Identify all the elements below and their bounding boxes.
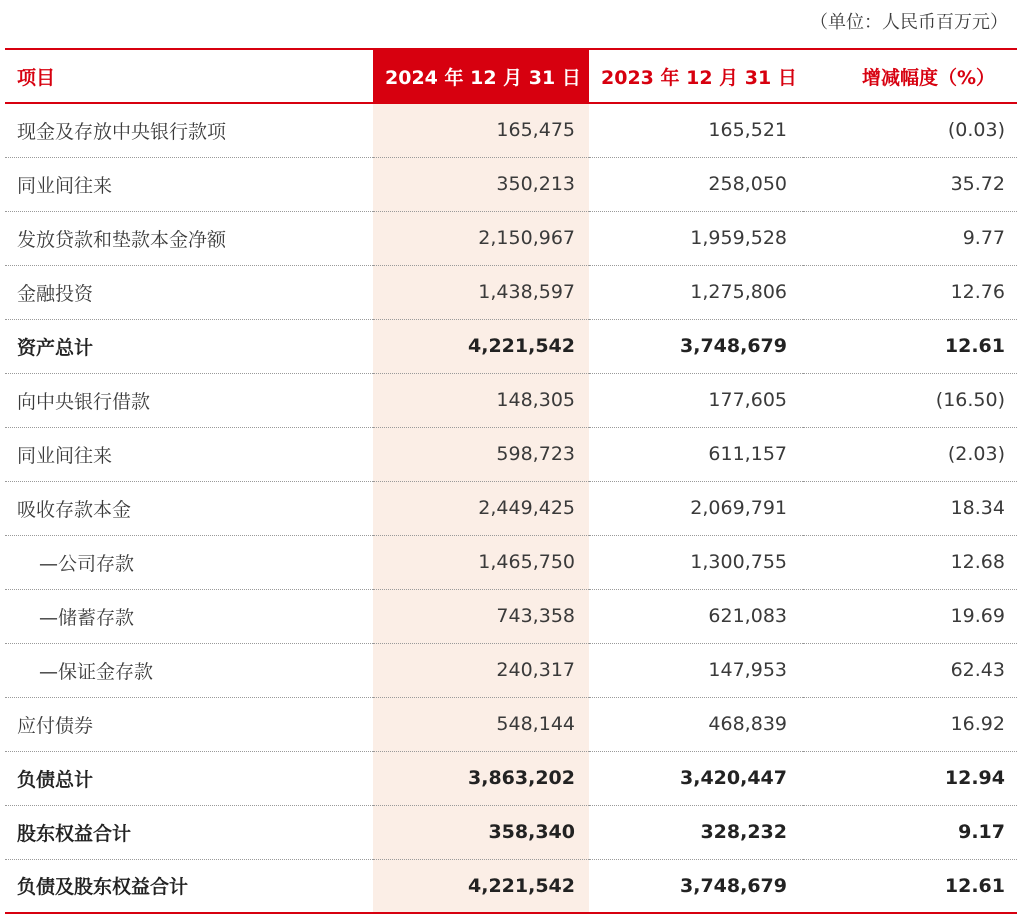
header-2024: 2024 年 12 月 31 日 xyxy=(373,49,589,103)
header-item: 项目 xyxy=(5,49,373,103)
header-change: 增减幅度（%） xyxy=(803,49,1017,103)
row-change: 62.43 xyxy=(803,643,1017,697)
row-value-2024: 2,449,425 xyxy=(373,481,589,535)
table-row-total-assets xyxy=(5,319,1017,373)
table-row-bonds-payable xyxy=(5,697,1017,751)
table-row-margin-deposits xyxy=(5,643,1017,697)
row-change: 9.17 xyxy=(803,805,1017,859)
row-item: 同业间往来 xyxy=(5,157,373,211)
row-value-2023: 258,050 xyxy=(589,157,803,211)
row-change: 16.92 xyxy=(803,697,1017,751)
row-value-2024: 548,144 xyxy=(373,697,589,751)
row-change: 9.77 xyxy=(803,211,1017,265)
table-row-central-bank-borrowing xyxy=(5,373,1017,427)
table-header-row xyxy=(5,49,1017,103)
row-item: 发放贷款和垫款本金净额 xyxy=(5,211,373,265)
table-row-total-liabilities xyxy=(5,751,1017,805)
row-value-2024: 1,438,597 xyxy=(373,265,589,319)
table-row-cash xyxy=(5,103,1017,157)
row-value-2024: 2,150,967 xyxy=(373,211,589,265)
row-value-2024: 148,305 xyxy=(373,373,589,427)
balance-sheet-table xyxy=(5,48,1017,914)
row-change: 12.61 xyxy=(803,859,1017,913)
row-item: 应付债券 xyxy=(5,697,373,751)
row-value-2023: 165,521 xyxy=(589,103,803,157)
row-value-2023: 621,083 xyxy=(589,589,803,643)
row-value-2023: 2,069,791 xyxy=(589,481,803,535)
row-value-2024: 165,475 xyxy=(373,103,589,157)
table-row-interbank-assets xyxy=(5,157,1017,211)
row-value-2023: 3,748,679 xyxy=(589,859,803,913)
row-item: 金融投资 xyxy=(5,265,373,319)
row-change: 12.76 xyxy=(803,265,1017,319)
table-row-total-liabilities-equity xyxy=(5,859,1017,913)
row-value-2024: 4,221,542 xyxy=(373,859,589,913)
row-value-2024: 598,723 xyxy=(373,427,589,481)
row-value-2024: 240,317 xyxy=(373,643,589,697)
row-value-2023: 1,300,755 xyxy=(589,535,803,589)
header-2023: 2023 年 12 月 31 日 xyxy=(589,49,803,103)
row-item: —储蓄存款 xyxy=(5,589,373,643)
row-item: 负债及股东权益合计 xyxy=(5,859,373,913)
row-value-2023: 328,232 xyxy=(589,805,803,859)
row-value-2023: 147,953 xyxy=(589,643,803,697)
row-value-2023: 468,839 xyxy=(589,697,803,751)
row-change: (16.50) xyxy=(803,373,1017,427)
row-change: 35.72 xyxy=(803,157,1017,211)
unit-note: （单位：人民币百万元） xyxy=(810,12,1008,33)
row-value-2024: 743,358 xyxy=(373,589,589,643)
row-value-2023: 3,420,447 xyxy=(589,751,803,805)
row-value-2023: 3,748,679 xyxy=(589,319,803,373)
row-change: (2.03) xyxy=(803,427,1017,481)
row-change: 12.61 xyxy=(803,319,1017,373)
row-value-2024: 350,213 xyxy=(373,157,589,211)
table-row-corporate-deposits xyxy=(5,535,1017,589)
row-item: —公司存款 xyxy=(5,535,373,589)
table-row-investments xyxy=(5,265,1017,319)
row-item: 现金及存放中央银行款项 xyxy=(5,103,373,157)
row-item: 资产总计 xyxy=(5,319,373,373)
row-item: 负债总计 xyxy=(5,751,373,805)
table-row-interbank-liabilities xyxy=(5,427,1017,481)
row-change: 12.68 xyxy=(803,535,1017,589)
row-change: 18.34 xyxy=(803,481,1017,535)
row-item: 同业间往来 xyxy=(5,427,373,481)
table-row-savings-deposits xyxy=(5,589,1017,643)
row-item: 股东权益合计 xyxy=(5,805,373,859)
row-value-2023: 177,605 xyxy=(589,373,803,427)
row-change: 12.94 xyxy=(803,751,1017,805)
row-value-2024: 3,863,202 xyxy=(373,751,589,805)
row-change: (0.03) xyxy=(803,103,1017,157)
row-value-2023: 611,157 xyxy=(589,427,803,481)
row-value-2024: 1,465,750 xyxy=(373,535,589,589)
row-value-2024: 358,340 xyxy=(373,805,589,859)
row-item: —保证金存款 xyxy=(5,643,373,697)
row-value-2023: 1,959,528 xyxy=(589,211,803,265)
row-change: 19.69 xyxy=(803,589,1017,643)
row-item: 向中央银行借款 xyxy=(5,373,373,427)
row-value-2023: 1,275,806 xyxy=(589,265,803,319)
row-item: 吸收存款本金 xyxy=(5,481,373,535)
table-row-deposits xyxy=(5,481,1017,535)
row-value-2024: 4,221,542 xyxy=(373,319,589,373)
table-row-loans xyxy=(5,211,1017,265)
table-row-total-equity xyxy=(5,805,1017,859)
